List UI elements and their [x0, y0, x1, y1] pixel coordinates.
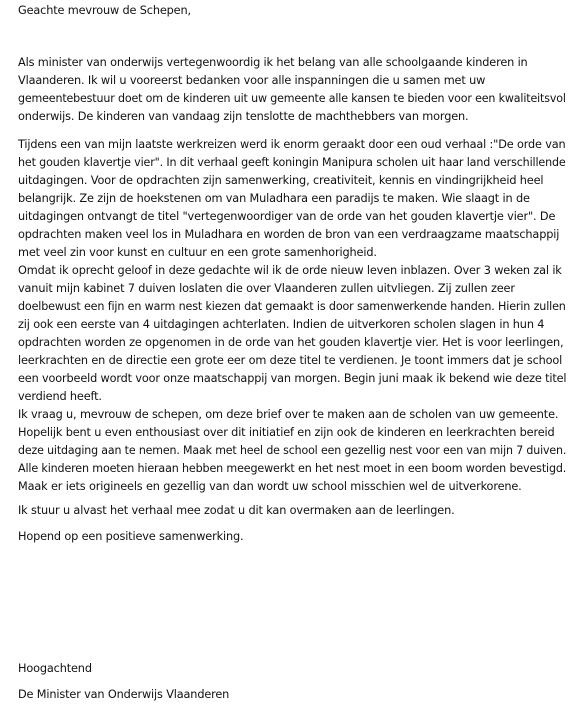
paragraph-line: deze uitdaging aan te nemen. Maak met heel de school een gezellig nest voor een van mijn 7 duiven. [18, 444, 567, 457]
paragraph-line: Maak er iets origineels en gezellig van dan wordt uw school misschien wel de uitverkorene. [18, 480, 522, 493]
paragraph-line: Ik vraag u, mevrouw de schepen, om deze brief over te maken aan de scholen van uw gemeente. [18, 408, 559, 421]
paragraph-line: het gouden klavertje vier". In dit verhaal geeft koningin Manipura scholen uit haar land verschillende [18, 156, 566, 169]
closing: Hoogachtend [18, 662, 92, 675]
paragraph-line: leerkrachten en de directie een grote eer om deze titel te verdienen. Je toont immers dat je school [18, 354, 563, 367]
paragraph-line: belangrijk. Ze zijn de hoekstenen om van Muladhara een paradijs te maken. Wie slaagt in de [18, 192, 530, 205]
paragraph-line: Hopelijk bent u even enthousiast over dit initiatief en zijn ook de kinderen en leerkrachten bereid [18, 426, 555, 439]
paragraph-line: onderwijs. De kinderen van vandaag zijn tenslotte de machthebbers van morgen. [18, 110, 469, 123]
paragraph-line: uitdagingen ontvangt de titel "vertegenwoordiger van de orde van het gouden klavertje vier". De [18, 210, 556, 223]
signature: De Minister van Onderwijs Vlaanderen [18, 688, 230, 701]
paragraph-line: met veel zin voor kunst en cultuur en een grote samenhorigheid. [18, 246, 377, 259]
paragraph-line: vanuit mijn kabinet 7 duiven loslaten die over Vlaanderen zullen uitvliegen. Zij zullen zeer [18, 282, 515, 295]
paragraph-line: zij ook een eerste van 4 uitdagingen achterlaten. Indien de uitverkoren scholen slagen in hun 4 [18, 318, 545, 331]
paragraph-line: Hopend op een positieve samenwerking. [18, 530, 244, 543]
paragraph-line: opdrachten worden ze opgenomen in de orde van het gouden klavertje vier. Het is voor leerlingen, [18, 336, 564, 349]
paragraph-line: Ik stuur u alvast het verhaal mee zodat u dit kan overmaken aan de leerlingen. [18, 504, 455, 517]
paragraph-line: gemeentebestuur doet om de kinderen uit uw gemeente alle kansen te bieden voor een kwaliteitsvol [18, 92, 566, 105]
paragraph-line: een voorbeeld wordt voor onze maatschappij van morgen. Begin juni maak ik bekend wie deze titel [18, 372, 567, 385]
paragraph-line: Alle kinderen moeten hieraan hebben meegewerkt en het nest moet in een boom worden bevestigd. [18, 462, 567, 475]
paragraph-line: doelbewust een fijn en warm nest kiezen dat gemaakt is door samenwerkende handen. Hierin zullen [18, 300, 566, 313]
paragraph-line: uitdagingen. Voor de opdrachten zijn samenwerking, creativiteit, kennis en vindingrijkheid heel [18, 174, 544, 187]
paragraph-line: Tijdens een van mijn laatste werkreizen werd ik enorm geraakt door een oud verhaal :"De orde van [18, 138, 566, 151]
paragraph-line: Vlaanderen. Ik wil u vooreerst bedanken voor alle inspanningen die u samen met uw [18, 74, 486, 87]
paragraph-line: Als minister van onderwijs vertegenwoordig ik het belang van alle schoolgaande kinderen in [18, 56, 528, 69]
paragraph-line: Omdat ik oprecht geloof in deze gedachte wil ik de orde nieuw leven inblazen. Over 3 weken zal ik [18, 264, 562, 277]
salutation: Geachte mevrouw de Schepen, [18, 4, 191, 17]
paragraph-line: opdrachten maken veel los in Muladhara en worden de bron van een verdraagzame maatschappij [18, 228, 560, 241]
paragraph-line: verdiend heeft. [18, 390, 102, 403]
